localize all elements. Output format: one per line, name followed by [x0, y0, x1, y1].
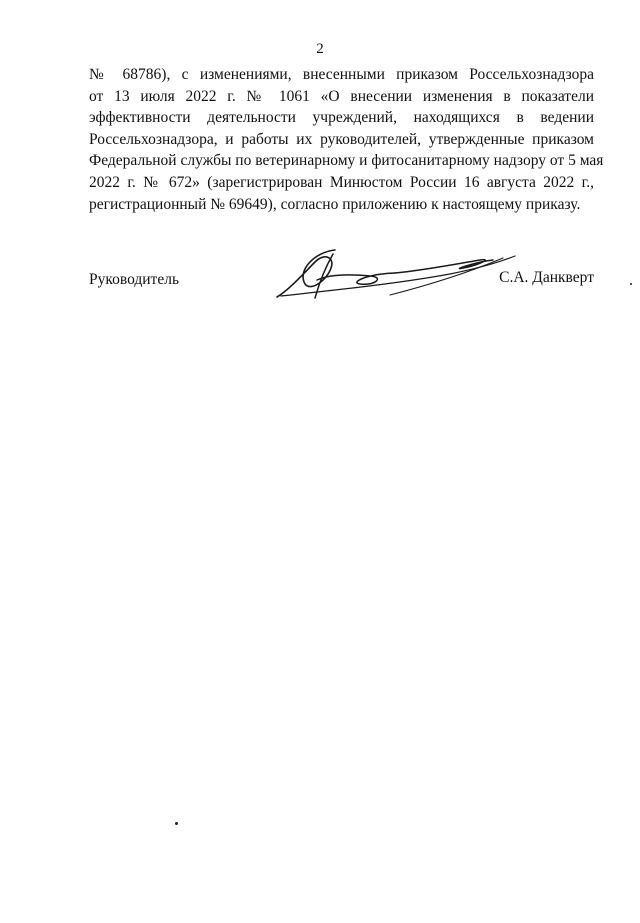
- body-line: от 13 июля 2022 г. № 1061 «О внесении изменения в показатели: [89, 87, 594, 105]
- body-line: № 68786), с изменениями, внесенными приказом Россельхознадзора: [89, 66, 594, 83]
- body-line: эффективности деятельности учреждений, находящихся в ведении: [89, 109, 594, 127]
- body-paragraph: [89, 64, 604, 215]
- scan-speck: [630, 283, 632, 285]
- body-line: Россельхознадзора, и работы их руководителей, утвержденные приказом: [89, 130, 594, 148]
- body-line: Федеральной службы по ветеринарному и фитосанитарному надзору от 5 мая: [89, 152, 604, 170]
- signer-name: С.А. Данкверт: [499, 269, 594, 286]
- page-number: 2: [316, 41, 324, 57]
- signer-position: Руководитель: [89, 271, 180, 288]
- signature-block: [89, 240, 594, 310]
- scan-speck: [175, 822, 178, 825]
- body-line: регистрационный № 69649), согласно приложению к настоящему приказу.: [89, 195, 581, 213]
- body-line: 2022 г. № 672» (зарегистрирован Минюстом России 16 августа 2022 г.,: [89, 173, 594, 191]
- handwritten-signature: [275, 240, 525, 308]
